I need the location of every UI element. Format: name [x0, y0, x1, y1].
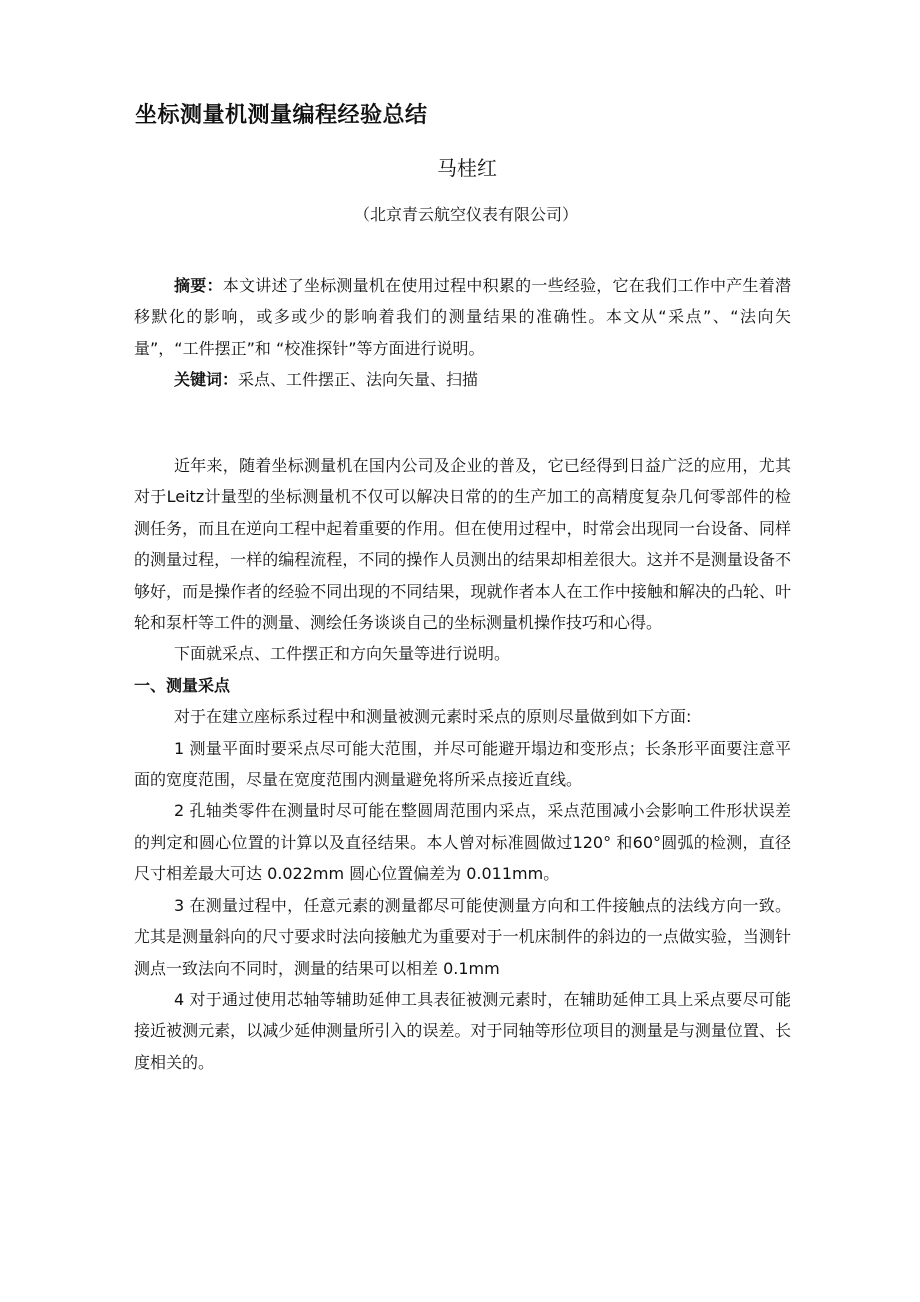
- abstract-label: 摘要：: [174, 276, 223, 295]
- list-item-2: 2 孔轴类零件在测量时尽可能在整圆周范围内采点，采点范围减小会影响工件形状误差的判定和圆心位置的计算以及直径结果。本人曾对标准圆做过120° 和60°圆弧的检测，直径尺寸相差最大可达 0.022mm 圆心位置偏差为 0.011mm。: [134, 801, 791, 884]
- section-intro-paragraph: 对于在建立座标系过程中和测量被测元素时采点的原则尽量做到如下方面:: [174, 707, 692, 727]
- list-item-3: 3 在测量过程中，任意元素的测量都尽可能使测量方向和工件接触点的法线方向一致。尤其是测量斜向的尺寸要求时法向接触尤为重要对于一机床制件的斜边的一点做实验，当测针测点一致法向不同时，测量的结果可以相差 0.1mm: [134, 895, 791, 978]
- author-name: 马桂红: [437, 156, 497, 180]
- keywords-text: 采点、工件摆正、法向矢量、扫描: [238, 370, 479, 390]
- abstract-text: 本文讲述了坐标测量机在使用过程中积累的一些经验，它在我们工作中产生着潜移默化的影响，或多或少的影响着我们的测量结果的准确性。本文从“采点”、“法向矢量”，“工件摆正”和 “校准探针”等方面进行说明。: [134, 276, 791, 358]
- keywords-label: 关键词：: [174, 370, 239, 390]
- document-title: 坐标测量机测量编程经验总结: [135, 103, 428, 128]
- keywords-paragraph: [134, 364, 791, 395]
- section-heading: 一、测量采点: [134, 675, 231, 695]
- intro-paragraph: 近年来，随着坐标测量机在国内公司及企业的普及，它已经得到日益广泛的应用，尤其对于Leitz计量型的坐标测量机不仅可以解决日常的的生产加工的高精度复杂几何零部件的检测任务，而且在逆向工程中起着重要的作用。但在使用过程中，时常会出现同一台设备、同样的测量过程，一样的编程流程，不同的操作人员测出的结果却相差很大。这并不是测量设备不够好，而是操作者的经验不同出现的不同结果，现就作者本人在工作中接触和解决的凸轮、叶轮和泵杆等工件的测量、测绘任务谈谈自己的坐标测量机操作技巧和心得。: [134, 456, 791, 633]
- outline-paragraph: 下面就采点、工件摆正和方向矢量等进行说明。: [174, 644, 511, 664]
- list-item-1: 1 测量平面时要采点尽可能大范围，并尽可能避开塌边和变形点；长条形平面要注意平面的宽度范围，尽量在宽度范围内测量避免将所采点接近直线。: [134, 738, 791, 790]
- abstract-section: [134, 270, 791, 396]
- list-item-4: 4 对于通过使用芯轴等辅助延伸工具表征被测元素时，在辅助延伸工具上采点要尽可能接近被测元素，以减少延伸测量所引入的误差。对于同轴等形位项目的测量是与测量位置、长度相关的。: [134, 989, 791, 1072]
- main-body: [134, 450, 791, 1078]
- author-affiliation: （北京青云航空仪表有限公司）: [353, 205, 578, 224]
- abstract-paragraph: [134, 270, 791, 364]
